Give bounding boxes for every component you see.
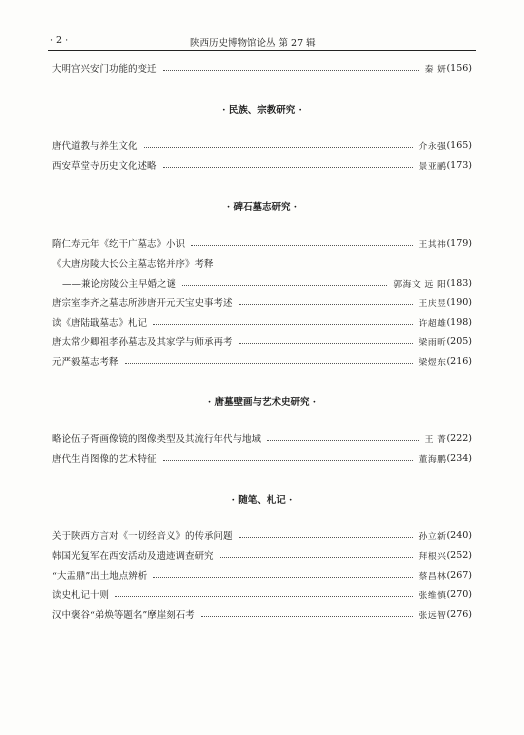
- entry-author: 蔡昌林: [418, 571, 447, 582]
- journal-title: 陕西历史博物馆论丛 第 27 辑: [190, 38, 316, 49]
- entry-page: (173): [446, 159, 472, 171]
- entry-title: 唐代道教与养生文化: [52, 141, 138, 152]
- dot-leader: [153, 577, 412, 578]
- dot-leader: [191, 245, 413, 246]
- entry-page: (222): [446, 432, 472, 444]
- entry-page: (198): [446, 316, 472, 328]
- dot-leader: [163, 70, 419, 71]
- entry-page: (267): [446, 569, 472, 581]
- toc-entry-subtitle: [62, 276, 472, 290]
- entry-title: 隋仁寿元年《纥干广墓志》小识: [52, 239, 186, 250]
- entry-title: 关于陕西方言对《一切经音义》的传承问题: [52, 531, 233, 542]
- entry-author: 秦 妍: [424, 64, 447, 75]
- entry-page: (270): [446, 588, 472, 600]
- entry-title: 读《唐陆戢墓志》札记: [52, 318, 148, 329]
- entry-author: 王其祎: [418, 239, 447, 250]
- entry-page: (240): [446, 529, 472, 541]
- entry-page: (179): [446, 237, 472, 249]
- entry-author: 拜根兴: [418, 551, 447, 562]
- dot-leader: [220, 557, 413, 558]
- entry-author: 介永强: [418, 141, 447, 152]
- section-heading: · 随笔、札记 ·: [231, 495, 293, 506]
- toc-entry: [52, 548, 472, 562]
- entry-author: 梁煜东: [418, 357, 447, 368]
- toc-entry: [52, 295, 472, 309]
- entry-page: (252): [446, 549, 472, 561]
- dot-leader: [239, 537, 413, 538]
- entry-author: 郭海文 远 阳: [393, 279, 447, 290]
- entry-author: 张维慎: [418, 590, 447, 601]
- toc-entry: [52, 528, 472, 542]
- entry-author: 景亚鹂: [418, 161, 447, 172]
- entry-author: 孙立新: [418, 531, 447, 542]
- section-heading: · 唐墓壁画与艺术史研究 ·: [207, 397, 317, 408]
- entry-page: (234): [446, 452, 472, 464]
- toc-entry: [52, 334, 472, 348]
- entry-title: 唐代生肖图像的艺术特征: [52, 454, 157, 465]
- toc-entry: [52, 138, 472, 152]
- header-rule: [48, 50, 476, 51]
- dot-leader: [115, 596, 413, 597]
- entry-title: 《大唐房陵大长公主墓志铭并序》考释: [52, 259, 214, 270]
- entry-author: 王 菁: [424, 434, 447, 445]
- toc-entry: [52, 256, 472, 270]
- entry-page: (183): [446, 277, 472, 289]
- entry-page: (205): [446, 335, 472, 347]
- entry-title: 元严毅墓志考释: [52, 357, 119, 368]
- entry-author: 张远智: [418, 610, 447, 621]
- entry-title: 韩国光复军在西安活动及遗迹调查研究: [52, 551, 214, 562]
- entry-title: 读史札记十则: [52, 590, 110, 601]
- entry-page: (276): [446, 608, 472, 620]
- entry-title: 唐太常少卿祖孝孙墓志及其家学与师承再考: [52, 337, 233, 348]
- toc-entry: [52, 431, 472, 445]
- page-number: · 2 ·: [50, 35, 69, 46]
- entry-author: 许超雄: [418, 318, 447, 329]
- entry-author: 王庆昱: [418, 298, 447, 309]
- entry-title: 唐宗室李齐之墓志所涉唐开元天宝史事考述: [52, 298, 233, 309]
- dot-leader: [239, 304, 413, 305]
- toc-entry: [52, 451, 472, 465]
- entry-page: (216): [446, 355, 472, 367]
- toc-entry: [52, 354, 472, 368]
- section-heading: · 碑石墓志研究 ·: [226, 202, 298, 213]
- entry-title: “大盂鼎”出土地点辨析: [52, 571, 148, 582]
- dot-leader: [153, 324, 413, 325]
- section-heading: · 民族、宗教研究 ·: [222, 105, 302, 116]
- dot-leader: [201, 616, 413, 617]
- running-header: [50, 35, 476, 49]
- entry-title: 汉中褒谷“弟焕等题名”摩崖刻石考: [52, 610, 195, 621]
- toc-entry: [52, 607, 472, 621]
- entry-page: (190): [446, 296, 472, 308]
- entry-page: (156): [446, 62, 472, 74]
- entry-title: 略论伍子胥画像镜的图像类型及其流行年代与地域: [52, 434, 262, 445]
- entry-author: 梁雨昕: [418, 337, 447, 348]
- toc-entry: [52, 158, 472, 172]
- dot-leader: [163, 460, 413, 461]
- toc-entry: [52, 61, 472, 75]
- dot-leader: [125, 363, 413, 364]
- toc-entry: [52, 568, 472, 582]
- toc-entry: [52, 315, 472, 329]
- entry-title: ——兼论房陵公主早婚之谜: [62, 279, 177, 290]
- dot-leader: [267, 440, 419, 441]
- entry-page: (165): [446, 139, 472, 151]
- dot-leader: [163, 167, 413, 168]
- dot-leader: [239, 343, 413, 344]
- toc-entry: [52, 236, 472, 250]
- toc-entry: [52, 587, 472, 601]
- entry-title: 大明宫兴安门功能的变迁: [52, 64, 157, 75]
- entry-author: 董海鹏: [418, 454, 447, 465]
- dot-leader: [144, 147, 413, 148]
- dot-leader: [182, 285, 387, 286]
- entry-title: 西安草堂寺历史文化述略: [52, 161, 157, 172]
